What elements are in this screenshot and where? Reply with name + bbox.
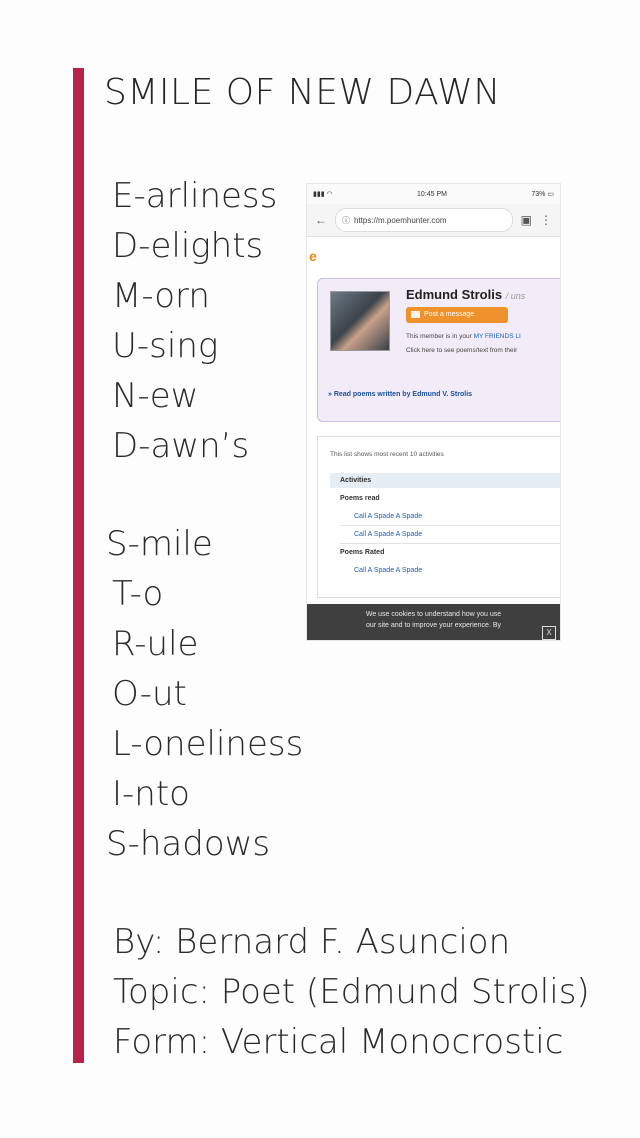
credit-form: Form: Vertical Monocrostic: [113, 1022, 564, 1062]
poem-link[interactable]: Call A Spade A Spade: [354, 567, 423, 574]
post-message-label: Post a message: [424, 311, 475, 318]
battery-icon: ▭: [547, 191, 554, 198]
poem-link[interactable]: Call A Spade A Spade: [354, 531, 423, 538]
profile-name-suffix: / uns: [505, 291, 526, 301]
signal-icon: ▮▮▮ ◠: [313, 191, 333, 198]
poem-line: S-mile: [106, 524, 213, 564]
close-icon[interactable]: X: [542, 626, 556, 640]
battery-percent: 73%: [531, 191, 546, 198]
poem-line: D-elights: [112, 226, 264, 266]
poem-line: S-hadows: [106, 824, 271, 864]
credit-topic: Topic: Poet (Edmund Strolis): [113, 972, 590, 1012]
poems-read-label: Poems read: [340, 495, 380, 502]
poem-line: U-sing: [112, 326, 219, 366]
poem-line: M-orn: [112, 276, 210, 316]
divider: [340, 543, 560, 544]
post-message-button[interactable]: [406, 307, 508, 323]
phone-status-bar: [307, 184, 560, 204]
cookie-text-line: our site and to improve your experience. By: [365, 622, 501, 629]
browser-address-bar: [307, 204, 560, 237]
poem-line: D-awn’s: [112, 426, 250, 466]
profile-card: [317, 278, 560, 422]
back-arrow-icon[interactable]: ←: [315, 213, 327, 227]
poem-line: R-ule: [112, 624, 199, 664]
poem-line: N-ew: [112, 376, 199, 416]
status-time: 10:45 PM: [417, 190, 447, 198]
cookie-text-line: We use cookies to understand how you use: [365, 611, 502, 618]
accent-bar: [73, 68, 84, 1063]
poem-line: O-ut: [112, 674, 187, 714]
profile-name-text: Edmund Strolis: [406, 287, 503, 302]
activity-note: This list shows most recent 10 activities: [330, 451, 444, 458]
activity-panel: [317, 436, 560, 598]
poem-line: E-arliness: [112, 176, 278, 216]
menu-dots-icon[interactable]: ⋮: [540, 213, 552, 227]
member-text: This member is in your: [406, 333, 472, 340]
tabs-icon[interactable]: ▣: [520, 213, 532, 227]
activity-header: Activities: [330, 473, 560, 488]
poem-line: I-nto: [112, 774, 190, 814]
poems-rated-label: Poems Rated: [340, 549, 385, 556]
embedded-screenshot: [307, 184, 560, 640]
poem-title: SMILE OF NEW DAWN: [104, 72, 501, 113]
poem-link[interactable]: Call A Spade A Spade: [354, 513, 423, 520]
avatar: [330, 291, 390, 351]
url-text: https://m.poemhunter.com: [354, 215, 447, 225]
url-field[interactable]: [335, 208, 513, 232]
credit-author: By: Bernard F. Asuncion: [113, 922, 511, 962]
poem-line: L-oneliness: [112, 724, 304, 764]
info-icon: ⓘ: [342, 215, 350, 225]
profile-name: [406, 287, 525, 302]
mail-icon: [411, 311, 420, 318]
site-logo-fragment: e: [309, 248, 317, 264]
cookie-banner: [307, 604, 560, 640]
divider: [340, 525, 560, 526]
poem-line: T-o: [112, 574, 164, 614]
read-poems-link[interactable]: » Read poems written by Edmund V. Strolis: [328, 391, 473, 398]
member-note: [406, 333, 521, 340]
click-here-note[interactable]: Click here to see poems/text from their: [406, 347, 518, 354]
my-friends-link[interactable]: MY FRIENDS LI: [473, 333, 521, 340]
